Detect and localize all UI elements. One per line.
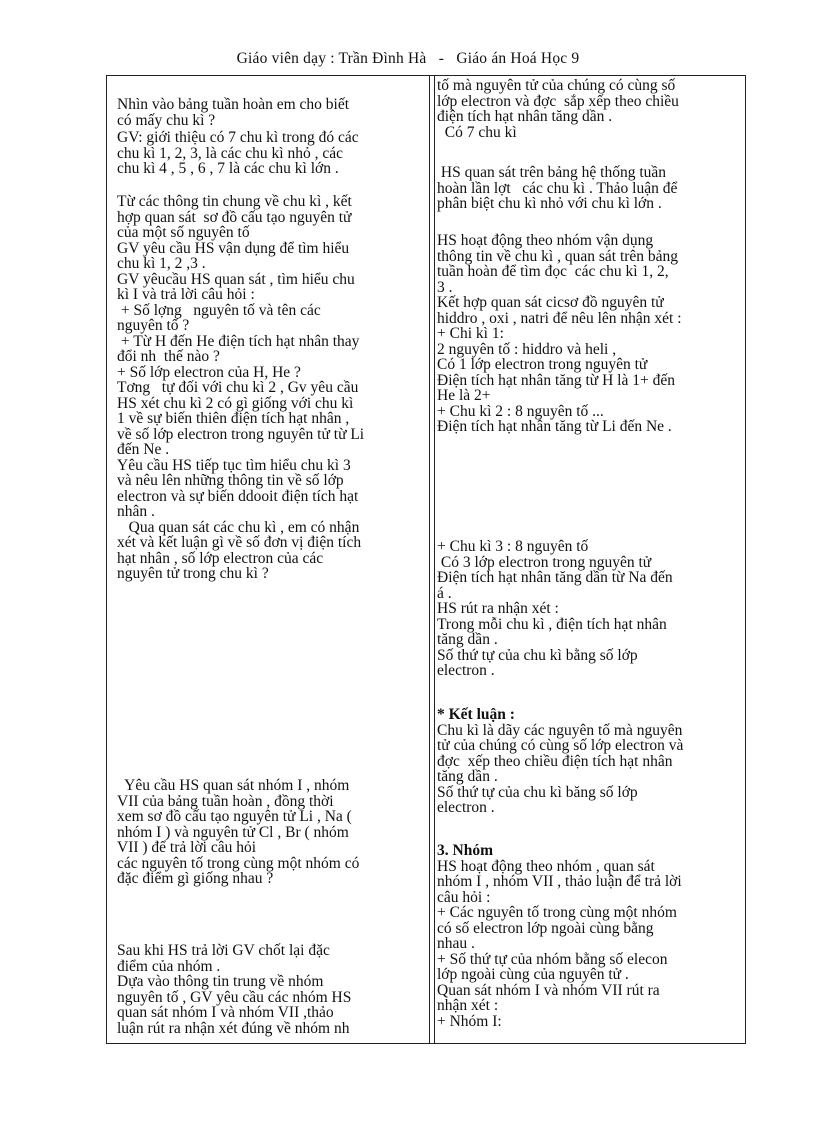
- page-header: [0, 50, 816, 68]
- lesson-table: [106, 75, 746, 1044]
- text-line: HS hoạt động theo nhóm , quan sát: [437, 857, 655, 875]
- text-line: GV yêu cầu HS vận dụng để tìm hiểu: [117, 239, 350, 257]
- paragraph: [437, 843, 743, 1029]
- text-line: các nguyên tố trong cùng một nhóm có: [117, 854, 360, 872]
- paragraph: [117, 778, 425, 887]
- column-divider: [429, 76, 430, 1043]
- text-line: Từ các thông tin chung về chu kì , kết: [117, 193, 352, 210]
- text-line: kì I và trả lời câu hỏi :: [117, 286, 255, 303]
- paragraph: [437, 78, 743, 140]
- text-line: electron và sự biến ddooit điện tích hạt: [117, 487, 359, 505]
- text-line: nguyên tố ?: [117, 317, 190, 334]
- text-line: xét và kết luận gì về số đơn vị điện tích: [117, 534, 362, 551]
- text-line: hiddro , oxi , natri để nêu lên nhận xét :: [437, 309, 682, 327]
- text-line: GV yêucầu HS quan sát , tìm hiểu chu: [117, 270, 355, 288]
- text-line: + Chu kì 3 : 8 nguyên tố: [437, 538, 589, 555]
- section-heading-group: 3. Nhóm: [437, 842, 493, 859]
- text-line: Trong mỗi chu kì , điện tích hạt nhân: [437, 615, 667, 633]
- text-line: nhóm I ) và nguyên tử Cl , Br ( nhóm: [117, 823, 349, 841]
- text-line: câu hỏi :: [437, 888, 491, 906]
- text-line: VII ) để trả lời câu hỏi: [117, 839, 257, 856]
- text-line: hợp quan sát sơ đồ cấu tạo nguyên tử: [117, 208, 352, 226]
- text-line: Chu kì là dãy các nguyên tố mà nguyên: [437, 721, 683, 739]
- header-separator: -: [438, 50, 445, 67]
- text-line: lớp ngoài cùng của nguyên tử .: [437, 966, 629, 983]
- text-line: luận rút ra nhận xét đúng về nhóm nh: [117, 1019, 350, 1037]
- paragraph: [117, 194, 425, 582]
- text-line: + Chu kì 2 : 8 nguyên tố ...: [437, 402, 604, 420]
- paragraph: [437, 539, 743, 679]
- text-line: quan sát nhóm I và nhóm VII ,thảo: [117, 1004, 334, 1021]
- text-line: có số electron lớp ngoài cùng bằng: [437, 919, 654, 937]
- text-line: HS xét chu kì 2 có gì giống với chu kì: [117, 394, 354, 412]
- text-line: và nêu lên những thông tin về số lớp: [117, 472, 344, 489]
- text-line: Yêu cầu HS tiếp tục tìm hiểu chu kì 3: [117, 456, 351, 474]
- text-line: đợc xếp theo chiều điện tích hạt nhân: [437, 752, 673, 770]
- text-line: nguyên tử trong chu kì ?: [117, 565, 269, 582]
- text-line: nhóm I , nhóm VII , thảo luận để trả lời: [437, 873, 682, 890]
- text-line: chu kì 1, 2, 3, là các chu kì nhỏ , các: [117, 144, 343, 162]
- text-line: HS hoạt động theo nhóm vận dụng: [437, 232, 654, 249]
- paragraph: [117, 97, 425, 128]
- text-line: tăng dần .: [437, 631, 498, 648]
- text-line: Sau khi HS trả lời GV chốt lại đặc: [117, 942, 330, 959]
- column-divider: [434, 76, 435, 1043]
- text-line: Có 3 lớp electron trong nguyên tử: [437, 553, 652, 571]
- text-line: Điện tích hạt nhân tăng từ H là 1+ đến: [437, 371, 675, 389]
- paragraph: [117, 130, 425, 177]
- text-line: Dựa vào thông tin trung về nhóm: [117, 973, 324, 990]
- text-line: + Số thứ tự của nhóm bằng số elecon: [437, 950, 668, 968]
- text-line: lớp electron và đợc sắp xếp theo chiều: [437, 92, 679, 110]
- text-line: đổi nh thế nào ?: [117, 348, 220, 365]
- text-line: 2 nguyên tố : hiddro và heli ,: [437, 340, 617, 358]
- text-line: electron .: [437, 799, 495, 816]
- text-line: electron .: [437, 662, 495, 679]
- text-line: HS rút ra nhận xét :: [437, 600, 559, 617]
- text-line: Quan sát nhóm I và nhóm VII rút ra: [437, 981, 660, 999]
- text-line: Điện tích hạt nhân tăng dần từ Na đến: [437, 569, 673, 586]
- text-line: thông tin về chu kì , quan sát trên bảng: [437, 247, 679, 265]
- text-line: điện tích hạt nhân tăng dần .: [437, 108, 613, 125]
- text-line: + Số lớp electron của H, He ?: [117, 363, 301, 381]
- text-line: 1 về sự biến thiên điện tích hạt nhân ,: [117, 410, 350, 427]
- text-line: tuần hoàn để tìm đọc các chu kì 1, 2,: [437, 263, 669, 280]
- text-line: đến Ne .: [117, 441, 170, 458]
- text-line: chu kì 4 , 5 , 6 , 7 là các chu kì lớn .: [117, 160, 339, 177]
- paragraph: [117, 943, 425, 1036]
- text-line: Yêu cầu HS quan sát nhóm I , nhóm: [117, 777, 350, 794]
- text-line: Điện tích hạt nhân tăng từ Li đến Ne .: [437, 418, 672, 435]
- text-line: xem sơ đồ cấu tạo nguyên tử Li , Na (: [117, 808, 352, 825]
- text-line: Kết hợp quan sát cicsơ đồ nguyên tử: [437, 294, 664, 311]
- text-line: nhau .: [437, 935, 475, 952]
- text-line: á .: [437, 584, 452, 602]
- paragraph: [437, 233, 743, 435]
- text-line: GV: giới thiệu có 7 chu kì trong đó các: [117, 129, 359, 146]
- text-line: Qua quan sát các chu kì , em có nhận: [117, 518, 360, 536]
- text-line: He là 2+: [437, 387, 491, 404]
- text-line: về số lớp electron trong nguyên tử từ Li: [117, 425, 365, 443]
- header-subject: Giáo án Hoá Học 9: [456, 50, 580, 67]
- header-teacher: Giáo viên dạy : Trần Đình Hà: [236, 50, 427, 67]
- text-line: hoàn lần lợt các chu kì . Thảo luận để: [437, 179, 678, 197]
- paragraph: [437, 707, 743, 816]
- text-line: phân biệt chu kì nhỏ với chu kì lớn .: [437, 195, 662, 212]
- text-line: + Số lợng nguyên tố và tên các: [117, 301, 321, 319]
- text-line: có mấy chu kì ?: [117, 111, 216, 129]
- text-line: HS quan sát trên bảng hệ thống tuần: [437, 164, 667, 181]
- text-line: tăng dần .: [437, 768, 498, 785]
- conclusion-heading: * Kết luận :: [437, 706, 515, 723]
- text-line: tử của chúng có cùng số lớp electron và: [437, 737, 684, 754]
- text-line: + Từ H đến He điện tích hạt nhân thay: [117, 332, 360, 350]
- text-line: Tơng tự đối với chu kì 2 , Gv yêu cầu: [117, 379, 359, 396]
- text-line: + Chi kì 1:: [437, 325, 504, 342]
- text-line: nhân .: [117, 503, 155, 520]
- text-line: VII của bảng tuần hoàn , đồng thời: [117, 792, 334, 810]
- text-line: + Nhóm I:: [437, 1012, 502, 1030]
- text-line: Số thứ tự của chu kì băng số lớp: [437, 783, 638, 801]
- text-line: 3 .: [437, 278, 453, 296]
- paragraph: [437, 165, 743, 212]
- text-line: của một số nguyên tố: [117, 224, 250, 241]
- text-line: Có 1 lớp electron trong nguyên tử: [437, 356, 648, 373]
- text-line: chu kì 1, 2 ,3 .: [117, 255, 206, 272]
- text-line: Số thứ tự của chu kì bằng số lớp: [437, 646, 638, 664]
- text-line: Nhìn vào bảng tuần hoàn em cho biết: [117, 96, 350, 113]
- text-line: + Các nguyên tố trong cùng một nhóm: [437, 904, 677, 921]
- text-line: đặc điểm gì giống nhau ?: [117, 870, 274, 887]
- text-line: tố mà nguyên tử của chúng có cùng số: [437, 77, 676, 94]
- text-line: nguyên tố , GV yêu cầu các nhóm HS: [117, 988, 352, 1006]
- text-line: Có 7 chu kì: [437, 123, 517, 141]
- text-line: điểm của nhóm .: [117, 957, 221, 975]
- text-line: hạt nhân , số lớp electron của các: [117, 549, 324, 567]
- text-line: nhận xét :: [437, 997, 499, 1014]
